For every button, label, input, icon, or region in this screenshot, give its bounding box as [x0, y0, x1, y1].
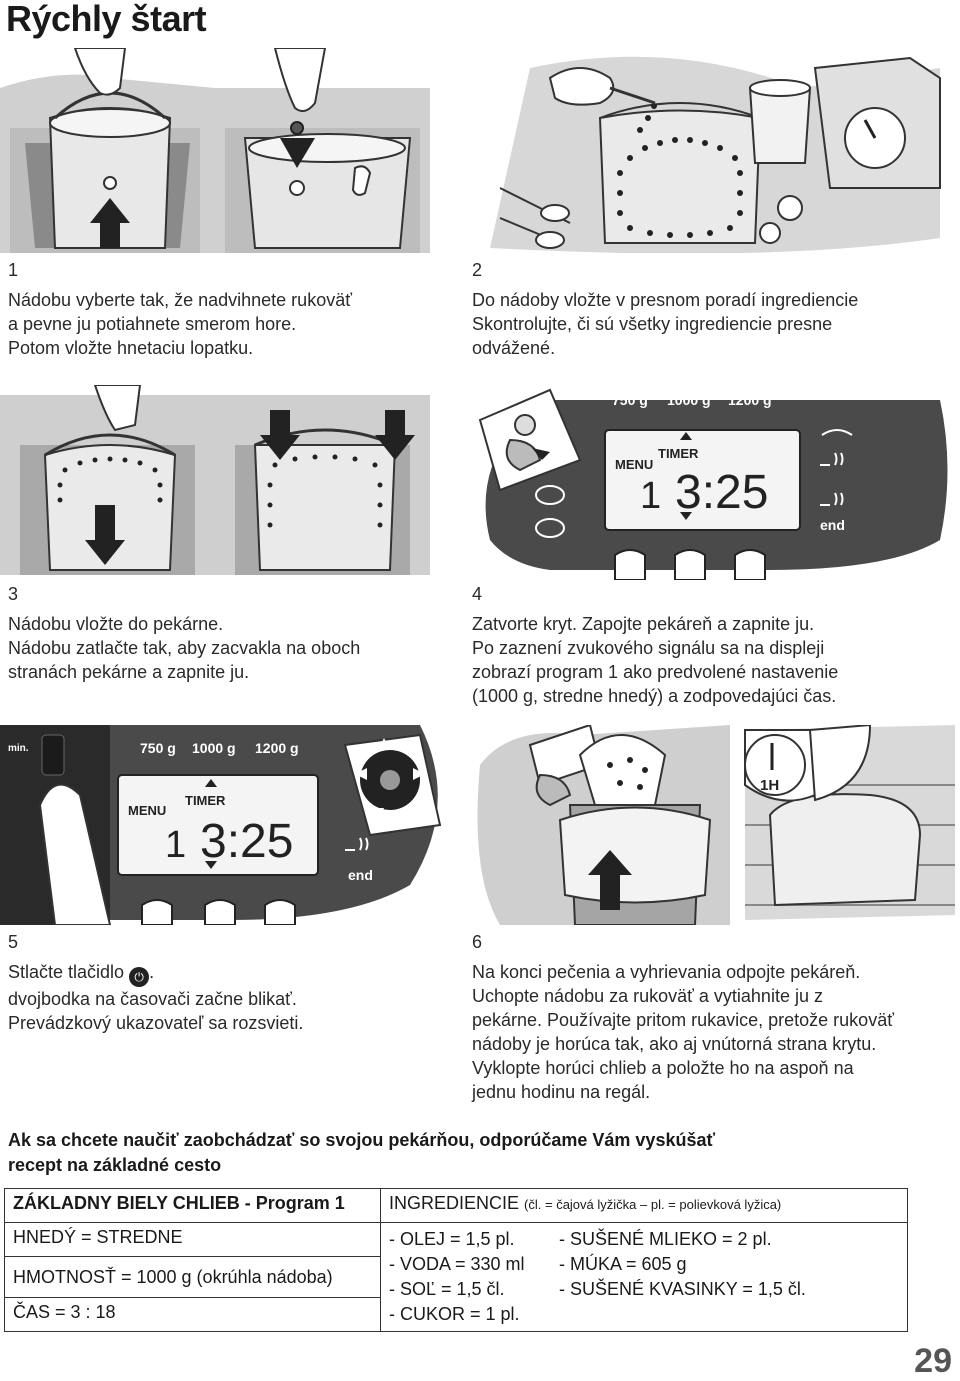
step-4 [472, 582, 942, 708]
step-number: 5 [8, 932, 19, 952]
weight-1000: 1000 g [667, 392, 711, 408]
step-text: Do nádoby vložte v presnom poradí ingrediencie Skontrolujte, či sú všetky ingrediencie presne odvážené. [472, 290, 859, 358]
end-label: end [820, 517, 845, 533]
step-1 [8, 258, 448, 360]
ingredient-item: - SOĽ = 1,5 čl. [389, 1279, 505, 1299]
ingredients-title: INGREDIENCIE [389, 1193, 520, 1213]
ingredient-item: - SUŠENÉ KVASINKY = 1,5 čl. [559, 1279, 806, 1299]
ingredient-item: - VODA = 330 ml [389, 1254, 525, 1274]
illustration-remove-bread [470, 725, 955, 925]
menu-label: MENU [128, 803, 167, 818]
weight-1200: 1200 g [255, 740, 299, 756]
ingredients-list [381, 1223, 908, 1332]
page-title: Rýchly štart [6, 0, 207, 39]
end-label: end [348, 867, 373, 883]
advice-text: Ak sa chcete naučiť zaobchádzať so svojou pekárňou, odporúčame Vám vyskúšať recept na základné cesto [8, 1130, 716, 1175]
ingredients-header [381, 1189, 908, 1223]
timer-label: TIMER [658, 446, 699, 461]
step-text-before: Stlačte tlačidlo [8, 962, 125, 982]
step-text [8, 960, 448, 1035]
illustration-insert-paddle [215, 48, 430, 253]
step-number: 4 [472, 584, 483, 604]
setting-color: HNEDÝ = STREDNE [5, 1223, 381, 1257]
step-number: 1 [8, 260, 19, 280]
program-number: 1 [640, 475, 662, 517]
step-6 [472, 930, 952, 1104]
step-text-after: . dvojbodka na časovači začne blikať. Prevádzkový ukazovateľ sa rozsvieti. [8, 962, 304, 1033]
weight-750: 750 g [140, 740, 176, 756]
timer-label: TIMER [185, 793, 226, 808]
illustration-press-start [0, 725, 460, 925]
illustration-insert-pan [0, 385, 215, 575]
program-number: 1 [165, 824, 187, 866]
illustration-remove-pan [0, 48, 215, 253]
ingredient-item: - SUŠENÉ MLIEKO = 2 pl. [559, 1229, 772, 1249]
step-text: Nádobu vyberte tak, že nadvihnete rukoväť a pevne ju potiahnete smerom hore. Potom vložte hnetaciu lopatku. [8, 290, 352, 358]
ingredients-note: (čl. = čajová lyžička – pl. = polievková lyžica) [524, 1197, 782, 1212]
min-label: min. [8, 743, 29, 754]
page-number: 29 [914, 1342, 952, 1380]
step-5 [8, 930, 448, 1035]
one-hour-label: 1H [760, 777, 780, 794]
step-number: 2 [472, 260, 483, 280]
illustration-add-ingredients [470, 48, 950, 253]
step-text: Nádobu vložte do pekárne. Nádobu zatlačte tak, aby zacvakla na oboch stranách pekárne a zapnite ju. [8, 614, 361, 682]
step-text: Na konci pečenia a vyhrievania odpojte pekáreň. Uchopte nádobu za rukoväť a vytiahnite ju z pekárne. Používajte pritom rukavice, pretože rukoväť nádoby je horúca tak, ako aj vnútorná strana krytu. Vyklopte horúci chlieb a položte ho na aspoň na jednu hodinu na regál. [472, 962, 894, 1102]
recipe-table [4, 1188, 908, 1332]
step-2 [472, 258, 942, 360]
weight-1200: 1200 g [728, 392, 772, 408]
step-number: 6 [472, 932, 483, 952]
step-text: Zatvorte kryt. Zapojte pekáreň a zapnite ju. Po zaznení zvukového signálu sa na displeji zobrazí program 1 ako predvolené nastavenie (1000 g, stredne hnedý) a zodpovedajúci čas. [472, 614, 839, 706]
ingredient-item: - OLEJ = 1,5 pl. [389, 1229, 515, 1249]
step-number: 3 [8, 584, 19, 604]
time-readout: 3:25 [200, 815, 294, 868]
ingredient-item: - CUKOR = 1 pl. [389, 1304, 520, 1324]
illustration-display-plug [470, 380, 955, 580]
setting-weight: HMOTNOSŤ = 1000 g (okrúhla nádoba) [5, 1257, 381, 1297]
time-readout: 3:25 [675, 466, 769, 519]
illustration-press-pan [215, 385, 430, 575]
ingredient-item: - MÚKA = 605 g [559, 1254, 687, 1274]
weight-750: 750 g [612, 392, 648, 408]
step-3 [8, 582, 448, 684]
recipe-name: ZÁKLADNY BIELY CHLIEB - Program 1 [5, 1189, 381, 1223]
start-button-icon: ⏻ [129, 967, 149, 987]
setting-time: ČAS = 3 : 18 [5, 1297, 381, 1331]
menu-label: MENU [615, 457, 654, 472]
weight-1000: 1000 g [192, 740, 236, 756]
